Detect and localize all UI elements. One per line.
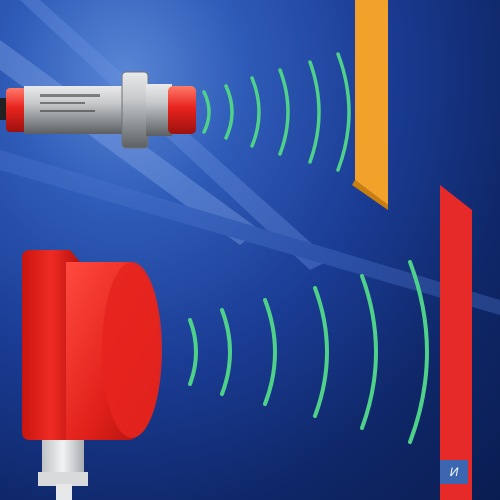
- wave-arc-bottom-2: [222, 310, 230, 394]
- wave-arc-bottom-3: [265, 300, 275, 404]
- orange-target-plate: [355, 0, 388, 205]
- wave-arc-top-6: [338, 54, 349, 170]
- sensor-face: [102, 262, 162, 438]
- red-target-plate: [440, 185, 472, 500]
- wave-arc-bottom-1: [190, 320, 196, 384]
- wave-arc-top-5: [310, 62, 319, 162]
- corner-tag: И: [440, 460, 468, 484]
- sensor-rear-cap: [6, 88, 26, 132]
- large-rectangular-sensor: [22, 250, 162, 500]
- wave-arc-bottom-5: [362, 276, 376, 428]
- cable-gland-nut: [38, 472, 88, 486]
- sensor-nut: [122, 72, 148, 148]
- wave-arc-top-2: [226, 86, 232, 138]
- wave-arc-bottom-4: [315, 288, 327, 416]
- sound-waves-top: [204, 54, 349, 170]
- sensor-front-cap: [168, 86, 196, 134]
- wave-arc-top-1: [204, 92, 209, 132]
- wave-arc-top-3: [252, 78, 259, 146]
- sensor-cable-bottom: [56, 484, 72, 500]
- wave-arc-top-4: [280, 70, 288, 154]
- sound-waves-bottom: [190, 262, 427, 442]
